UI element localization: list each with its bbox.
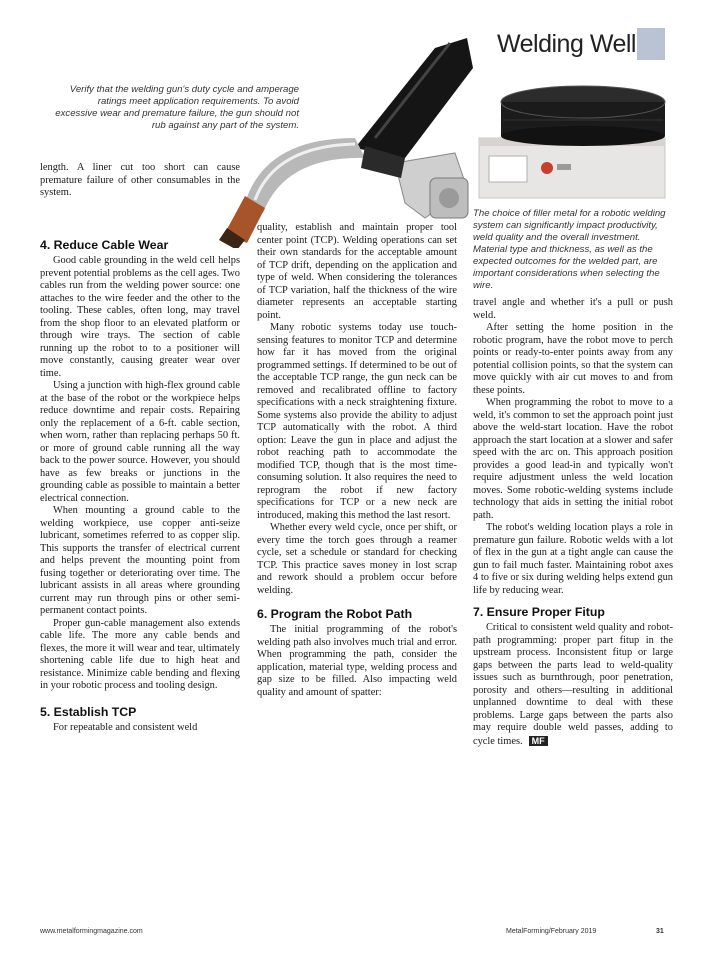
section-title: Welding Well (497, 30, 636, 58)
section-tab-marker (637, 28, 665, 60)
paragraph: length. A liner cut too short can cause premature failure of other consumables in the system. (40, 162, 240, 198)
section-heading-7: 7. Ensure Proper Fitup (473, 605, 605, 619)
torch-caption: Verify that the welding gun's duty cycle and amperage ratings meet application requirements. To avoid excessive wear and premature failure, the gun should not rub against any part of the system. (55, 84, 299, 131)
paragraph: travel angle and whether it's a pull or push weld. (473, 297, 673, 321)
paragraph-text: Critical to consistent weld quality and robot-path programming: proper part fitup in the upstream process. Inconsistent fitup or large gaps between the parts lead to weld-quality issues such as burnthrough, poor penetration, porosity and others—resulting in additional unplanned downtime to deal with these problems. Large gaps between the parts also may require double weld passes, adding to cycle times. (473, 622, 673, 747)
paragraph: For repeatable and consistent weld (53, 721, 198, 733)
column-1-intro (40, 162, 240, 200)
section-heading-5: 5. Establish TCP (40, 704, 137, 719)
wire-spool-photo (473, 80, 673, 202)
section-tab (497, 28, 665, 64)
section-heading-6: 6. Program the Robot Path (257, 607, 413, 621)
paragraph: The initial programming of the robot's welding path also involves much trial and error. When programming the path, consider the application, material type, welding process and gap size to be filled. Also impacting weld quality and amount of spatter: (257, 624, 457, 698)
paragraph: Many robotic systems today use touch-sensing features to monitor TCP and determine how far it has moved from the original programmed settings. If determined to be out of the acceptable TCP range, the gun neck can be removed and recalibrated offline to factory specifications with a neck straightening fixture. Some systems also provide the ability to adjust TCP automatically with the robot. A third option: Leave the gun in place and adjust the robot reaching path to accommodate the modified TCP, though that is the most time-consuming solution. It also requires the need to reprogram the robot if new factory specifications for TCP or a new neck are introduced, making this method the last resort. (257, 322, 457, 521)
paragraph: After setting the home position in the robotic program, have the robot move to perch points or ready-to-enter points away from any potential collision points, so that the system can move quickly with air cut moves to and from these points. (473, 322, 673, 396)
footer-website: www.metalformingmagazine.com (40, 928, 143, 935)
column-1 (40, 233, 240, 734)
paragraph: When programming the robot to move to a weld, it's common to set the approach point just above the weld-start location. Have the robot approach the start location at a slower and safer speed with the arc on. This approach position provides a good lead-in and typically won't require adjustment unless the weld location moves. Some robotic-welding systems include technology that aids in setting the initial robot path. (473, 397, 673, 521)
paragraph: The robot's welding location plays a role in premature gun failure. Robotic welds with a lot of flex in the gun at a tight angle can cause the gun to fail much faster. Maintaining robot axes 4 to five or six during welding helps extend gun life by reducing wear. (473, 522, 673, 596)
paragraph: quality, establish and maintain proper tool center point (TCP). Welding operations can set their own standards for the acceptable amount of TCP drift, depending on the application and type of weld. When considering the tolerances of TCP variation, half the thickness of the wire diameter represents an acceptable starting point. (257, 222, 457, 321)
spool-caption: The choice of filler metal for a robotic welding system can significantly impact productivity, weld quality and the overall investment. Material type and thickness, as well as the expected outcomes for the welded part, are important considerations when selecting the wire. (473, 208, 666, 291)
footer-issue: MetalForming/February 2019 (506, 928, 597, 935)
welding-gun-image (205, 28, 475, 248)
end-mark: MF (529, 736, 548, 746)
paragraph: Good cable grounding in the weld cell helps prevent potential problems as the cell ages. Two cables run from the welding power source: one attaches to the wire feeder and the other to the tooling. These cables, often long, may travel from the shop floor to an elevated platform or through wire trays. The section of cable running up the robot to to a positioner will move constantly, causing greater wear over time. (40, 255, 240, 379)
paragraph: When mounting a ground cable to the welding workpiece, use copper anti-seize lubricant, sometimes referred to as copper slip. This supports the transfer of electrical current and helps prevent the mounting point from fusing together or deteriorating over time. The lubricant assists in all areas where grounding current may run through pins or other semi-permanent contact points. (40, 505, 240, 616)
paragraph: Using a junction with high-flex ground cable at the base of the robot or the workpiece helps reduce downtime and repair costs. Repairing only the replacement of a 6-ft. cable section, when worn, rather than replacing perhaps 50 ft. or more of ground cable running all the way back to the power source. However, you should have as few breaks or junctions in the grounding cable as possible to maintain a better electrical connection. (40, 380, 240, 504)
column-3 (473, 297, 673, 748)
paragraph: Proper gun-cable management also extends cable life. The more any cable bends and flexes, the more it will wear and tear, ultimately shortening cable life due to high heat and resistance. Minimize cable bending and flexing in your robotic process and tooling design. (40, 617, 240, 691)
page-number: 31 (656, 928, 664, 935)
column-2 (257, 222, 457, 699)
section-heading-4: 4. Reduce Cable Wear (40, 238, 169, 252)
paragraph (473, 622, 673, 748)
paragraph: Whether every weld cycle, once per shift, or every time the torch goes through a reamer cycle, set a schedule or standard for checking TCP. This practice saves money in lost scrap and rework should a problem occur before welding. (257, 522, 457, 596)
